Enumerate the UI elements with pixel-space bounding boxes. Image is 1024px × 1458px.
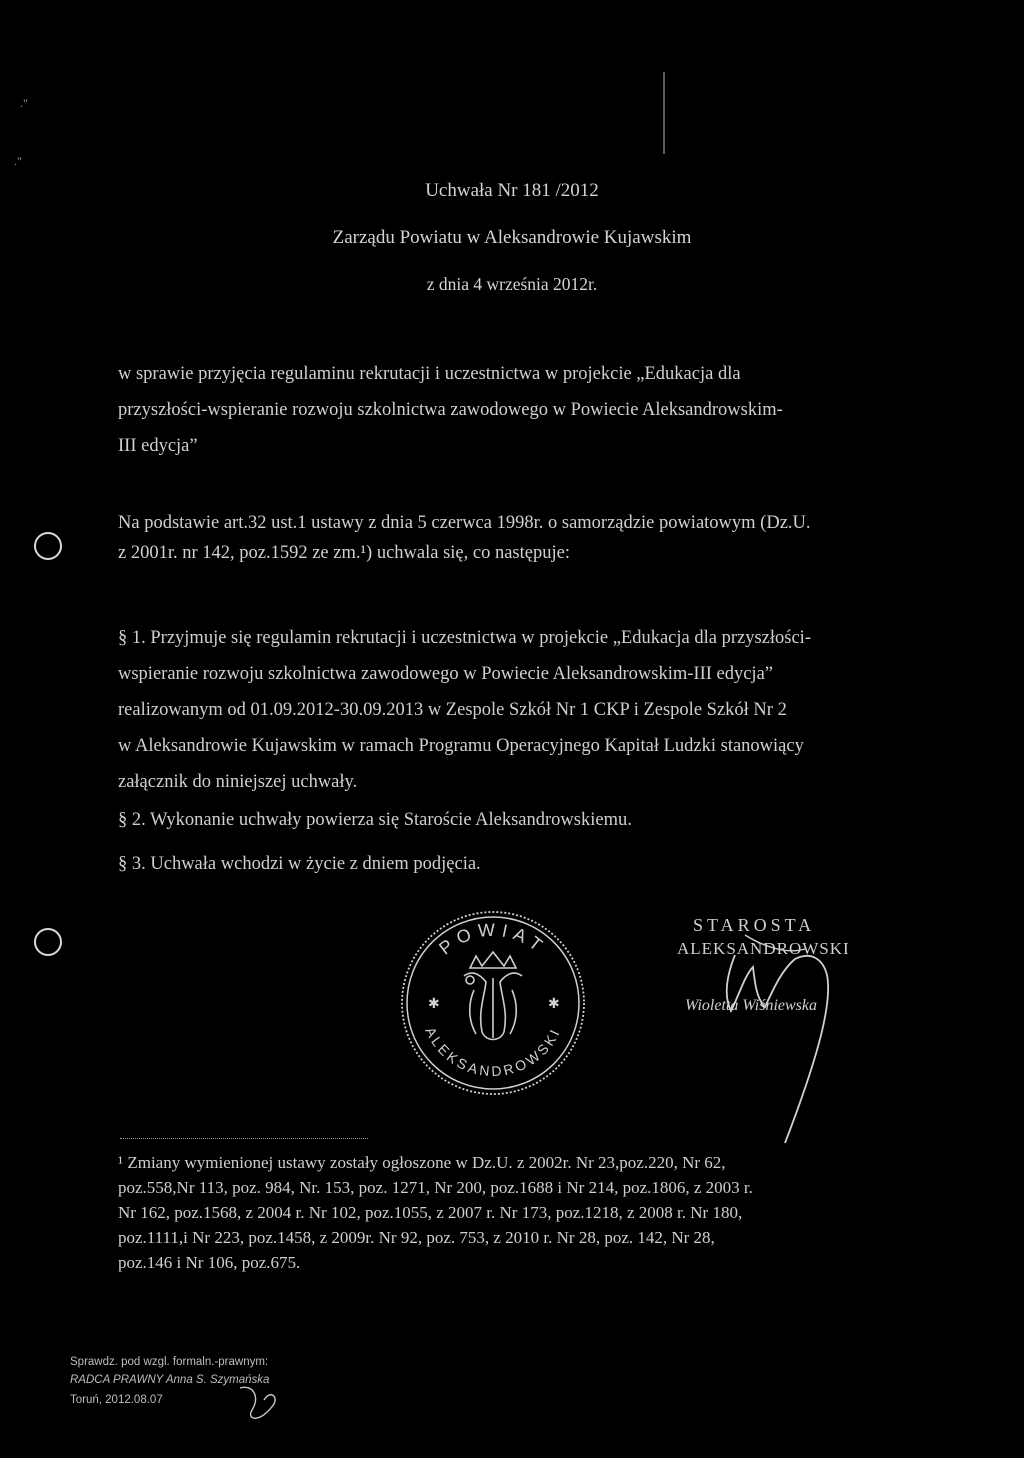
scan-speck: ." <box>20 96 28 110</box>
section-2: § 2. Wykonanie uchwały powierza się Staroście Aleksandrowskiemu. <box>118 810 632 830</box>
punch-hole <box>34 532 62 560</box>
legal-basis-line: Na podstawie art.32 ust.1 ustawy z dnia 5 czerwca 1998r. o samorządzie powiatowym (Dz.U. <box>118 513 811 533</box>
section-3: § 3. Uchwała wchodzi w życie z dniem podjęcia. <box>118 854 481 874</box>
scan-edge-line <box>663 72 665 154</box>
signature-block <box>665 915 905 1155</box>
section-1-line: wspieranie rozwoju szkolnictwa zawodowego w Powiecie Aleksandrowskim-III edycja” <box>118 664 773 684</box>
stamp-top-text: POWIAT <box>435 919 551 959</box>
stamp-bottom-text: ALEKSANDROWSKI <box>422 1024 564 1080</box>
subject-line: III edycja” <box>118 436 198 456</box>
svg-text:✱: ✱ <box>548 996 560 1012</box>
legal-basis-paragraph <box>118 508 908 568</box>
counsel-initials-signature <box>230 1380 290 1430</box>
legal-basis-line: z 2001r. nr 142, poz.1592 ze zm.¹) uchwala się, co następuje: <box>118 543 570 563</box>
footnote-line: poz.558,Nr 113, poz. 984, Nr. 153, poz. 1271, Nr 200, poz.1688 i Nr 214, poz.1806, z 2003 r. <box>118 1178 753 1197</box>
punch-hole <box>34 928 62 956</box>
legal-counsel-stamp: RADCA PRAWNY Anna S. Szymańska <box>70 1374 270 1386</box>
signatory-office: ALEKSANDROWSKI <box>677 939 850 958</box>
coat-of-arms-icon <box>464 952 522 1040</box>
subject-line: w sprawie przyjęcia regulaminu rekrutacji i uczestnictwa w projekcie „Edukacja dla <box>118 364 741 384</box>
footnote-line: poz.1111,i Nr 223, poz.1458, z 2009r. Nr 92, poz. 753, z 2010 r. Nr 28, poz. 142, Nr 28, <box>118 1228 715 1247</box>
footnote-line: ¹ Zmiany wymienionej ustawy zostały ogłoszone w Dz.U. z 2002r. Nr 23,poz.220, Nr 62, <box>118 1153 726 1172</box>
signatory-name: Wioletta Wiśniewska <box>685 997 817 1014</box>
resolution-date: z dnia 4 września 2012r. <box>426 274 598 294</box>
legal-check-note: Sprawdz. pod wzgl. formaln.-prawnym: <box>70 1356 269 1368</box>
footnote-line: poz.146 i Nr 106, poz.675. <box>118 1253 301 1272</box>
resolution-title: Uchwała Nr 181 /2012 <box>425 180 599 201</box>
section-1-line: w Aleksandrowie Kujawskim w ramach Programu Operacyjnego Kapitał Ludzki stanowiący <box>118 736 804 756</box>
footnote-separator <box>120 1138 368 1139</box>
section-1-line: § 1. Przyjmuje się regulamin rekrutacji i uczestnictwa w projekcie „Edukacja dla przyszłości- <box>118 628 811 648</box>
subject-paragraph <box>118 356 908 464</box>
section-1-line: realizowanym od 01.09.2012-30.09.2013 w Zespole Szkół Nr 1 CKP i Zespole Szkół Nr 2 <box>118 700 787 720</box>
handwritten-signature <box>665 915 905 1155</box>
resolution-issuer: Zarządu Powiatu w Aleksandrowie Kujawskim <box>332 227 692 248</box>
verification-date: Toruń, 2012.08.07 <box>70 1394 163 1406</box>
svg-text:✱: ✱ <box>428 996 440 1012</box>
section-1-line: załącznik do niniejszej uchwały. <box>118 772 358 792</box>
section-1 <box>118 620 908 800</box>
signatory-title: STAROSTA <box>693 915 816 935</box>
subject-line: przyszłości-wspieranie rozwoju szkolnictwa zawodowego w Powiecie Aleksandrowskim- <box>118 400 783 420</box>
scan-speck: ." <box>14 154 22 168</box>
footnote <box>118 1150 908 1275</box>
official-seal-stamp <box>398 908 588 1098</box>
footnote-line: Nr 162, poz.1568, z 2004 r. Nr 102, poz.1055, z 2007 r. Nr 173, poz.1218, z 2008 r. Nr 180, <box>118 1203 743 1222</box>
